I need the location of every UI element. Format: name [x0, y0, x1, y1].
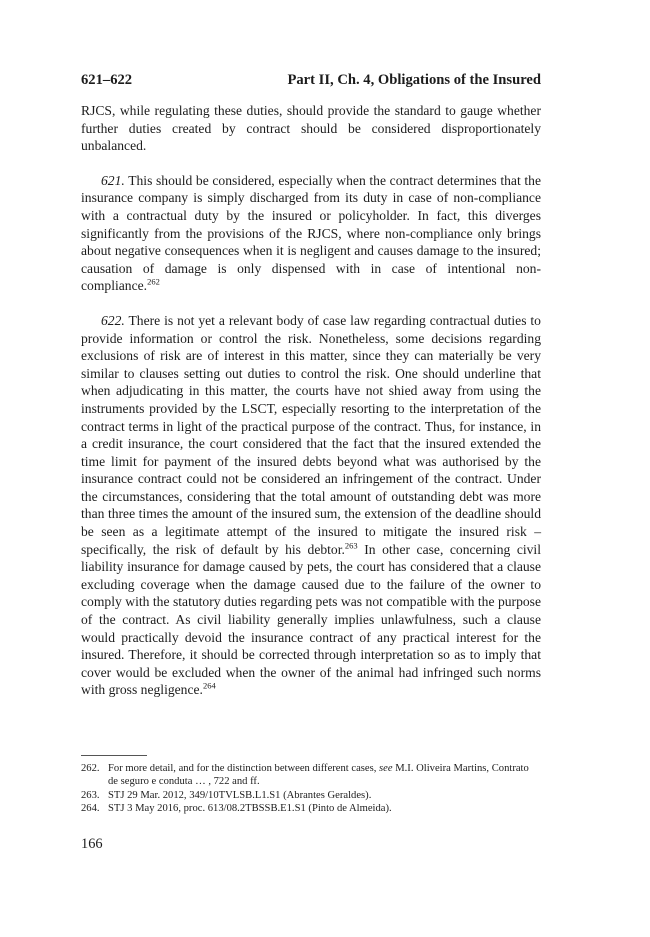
- running-header: [81, 72, 541, 92]
- footnote-text: STJ 29 Mar. 2012, 349/10TVLSB.L1.S1 (Abrantes Geraldes).: [108, 789, 372, 801]
- book-page: [81, 0, 541, 937]
- footnote-264: [81, 802, 541, 815]
- footnote-text: M.I. Oliveira Martins, Contrato de seguro e conduta … , 722 and ff.: [108, 763, 529, 788]
- footnote-text: For more detail, and for the distinction between different cases,: [108, 763, 380, 774]
- page-number: 166: [81, 836, 103, 852]
- paragraph-text: This should be considered, especially when the contract determines that the insurance company is simply discharged from its duty in case of non-compliance with a contractual duty by the insured or policyholder. In fact, this diverges significantly from the provisions of the RJCS, where non-compliance only brings about negative consequences when it is negligent and causes damage to the insured; causation of damage is only dispensed with in case of intentional non-compliance.: [81, 172, 541, 294]
- header-chapter-title: Part II, Ch. 4, Obligations of the Insured: [287, 72, 541, 88]
- footnote-ref-264[interactable]: 264: [202, 680, 216, 691]
- footnote-number: 263.: [81, 789, 100, 801]
- footnote-number: 264.: [81, 802, 100, 814]
- footnote-number: 262.: [81, 763, 100, 774]
- body-text: [81, 102, 541, 699]
- paragraph-text: In other case, concerning civil liability insurance for damage caused by pets, the court has considered that a clause excluding coverage when the damage caused due to the failure of the owner to comply with the statutory duties regarding pets was not compatible with the purpose of the contract. As civil liability generally implies unlawfulness, such a clause would practically devoid the insurance contract of any practical interest for the insured. Therefore, it should be corrected through interpretation so as to imply that cover would be excluded when the owner of the animal had infringed such norms with gross negligence.: [81, 541, 541, 698]
- paragraph-continuation: RJCS, while regulating these duties, should provide the standard to gauge whether further duties created by contract should be considered disproportionately unbalanced.: [81, 103, 541, 154]
- paragraph-text: There is not yet a relevant body of case law regarding contractual duties to provide information or control the risk. Nonetheless, some decisions regarding exclusions of risk are of interest in this matter, since they can materially be very similar to clauses setting out duties to control the risk. One should underline that when adjudicating in this matter, the courts have not shied away from using the instruments provided by the LSCT, especially resorting to the interpretation of the contract terms in light of the practical purpose of the contract. Thus, for instance, in a credit insurance, the court considered that the fact that the insured extended the time limit for payment of the insured debts beyond what was authorised by the insurance contract could not be considered an infringement of the contract. Under the circumstances, considering that the total amount of outstanding debt was more than three times the amount of the insured sum, the extension of the deadline should be seen as a legitimate attempt of the insured to mitigate the insured risk – specifically, the risk of default by his debtor.: [81, 312, 541, 557]
- footnote-separator: [81, 755, 147, 756]
- footnote-see: see: [379, 763, 393, 774]
- footnote-263: [81, 789, 541, 802]
- header-paragraph-range: 621–622: [81, 72, 133, 88]
- footnote-ref-263[interactable]: 263: [344, 540, 358, 551]
- paragraph-621: [81, 172, 541, 295]
- paragraph-622: [81, 312, 541, 699]
- footnote-text: STJ 3 May 2016, proc. 613/08.2TBSSB.E1.S1 (Pinto de Almeida).: [108, 802, 392, 814]
- paragraph-number: 621.: [101, 172, 125, 188]
- paragraph-number: 622.: [101, 312, 125, 328]
- footnote-262: [81, 762, 541, 789]
- footnotes: [81, 762, 541, 815]
- footnote-ref-262[interactable]: 262: [147, 276, 160, 287]
